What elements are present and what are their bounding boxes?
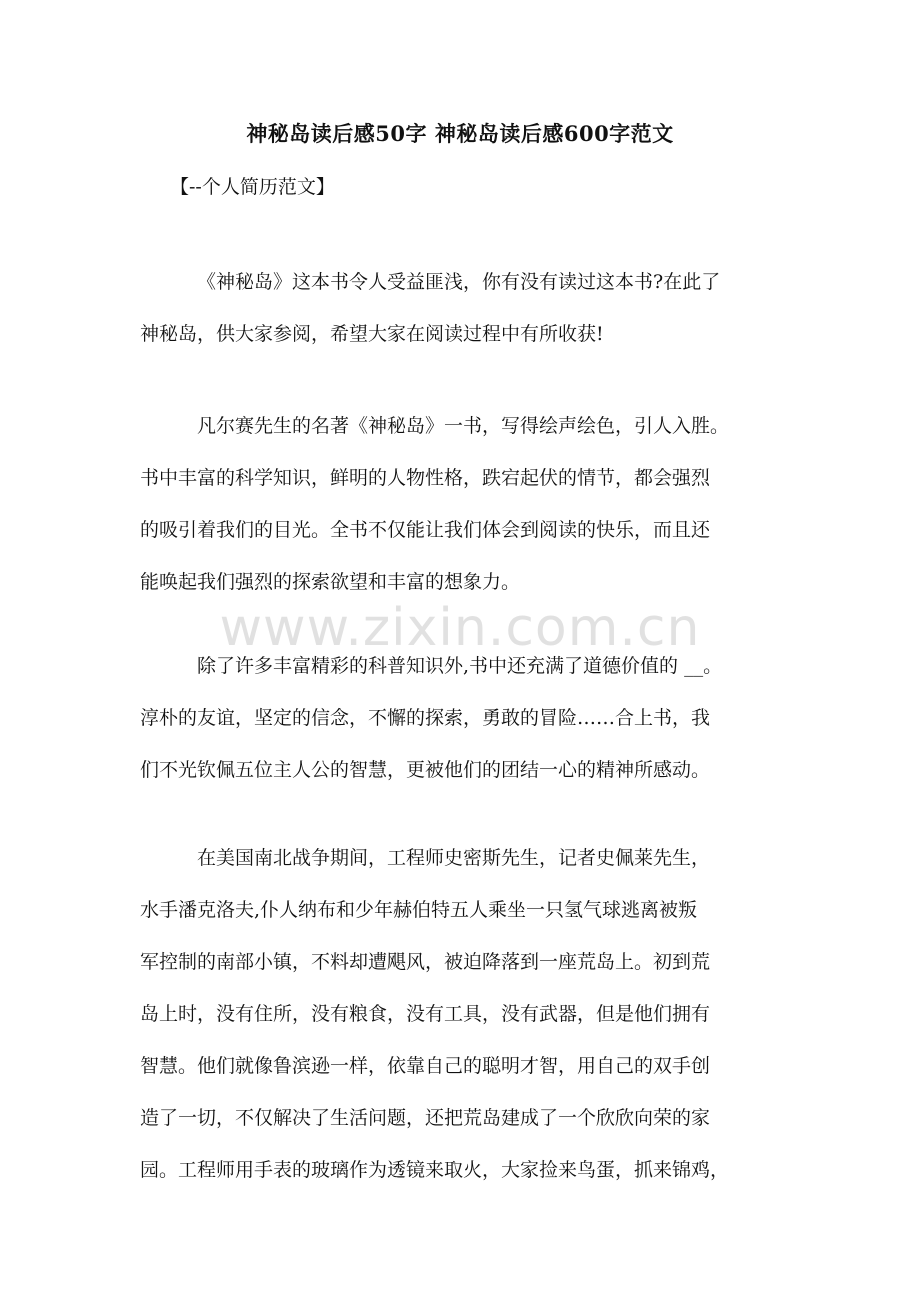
- paragraph-line: 智慧。他们就像鲁滨逊一样，依靠自己的聪明才智，用自己的双手创: [140, 1055, 711, 1077]
- paragraph-line: 能唤起我们强烈的探索欲望和丰富的想象力。: [140, 571, 521, 593]
- paragraph-line: 《神秘岛》这本书令人受益匪浅，你有没有读过这本书?在此了: [197, 271, 721, 293]
- paragraph-1: [140, 256, 790, 360]
- paragraph-4: [140, 832, 790, 1196]
- paragraph-line: 凡尔赛先生的名著《神秘岛》一书，写得绘声绘色，引人入胜。: [197, 415, 730, 437]
- document-subtitle: 【--个人简历范文】: [170, 176, 335, 198]
- paragraph-line: 水手潘克洛夫,仆人纳布和少年赫伯特五人乘坐一只氢气球逃离被叛: [140, 899, 698, 921]
- paragraph-line: 除了许多丰富精彩的科普知识外,书中还充满了道德价值的 __。: [197, 655, 723, 677]
- document-title: 神秘岛读后感50字 神秘岛读后感600字范文: [246, 121, 674, 146]
- paragraph-line: 军控制的南部小镇，不料却遭飓风，被迫降落到一座荒岛上。初到荒: [140, 951, 711, 973]
- paragraph-line: 神秘岛，供大家参阅，希望大家在阅读过程中有所收获!: [140, 323, 604, 345]
- paragraph-line: 淳朴的友谊，坚定的信念，不懈的探索，勇敢的冒险……合上书，我: [140, 707, 711, 729]
- paragraph-line: 造了一切，不仅解决了生活问题，还把荒岛建成了一个欣欣向荣的家: [140, 1107, 711, 1129]
- watermark-text: www.zixin.com.cn: [219, 598, 701, 658]
- paragraph-line: 园。工程师用手表的玻璃作为透镜来取火，大家捡来鸟蛋，抓来锦鸡，: [140, 1159, 730, 1181]
- paragraph-line: 们不光钦佩五位主人公的智慧，更被他们的团结一心的精神所感动。: [140, 759, 711, 781]
- paragraph-line: 在美国南北战争期间，工程师史密斯先生，记者史佩莱先生，: [197, 847, 711, 869]
- paragraph-3: [140, 640, 790, 796]
- paragraph-2: [140, 400, 790, 608]
- paragraph-line: 书中丰富的科学知识，鲜明的人物性格，跌宕起伏的情节，都会强烈: [140, 467, 711, 489]
- paragraph-line: 岛上时，没有住所，没有粮食，没有工具，没有武器，但是他们拥有: [140, 1003, 711, 1025]
- paragraph-line: 的吸引着我们的目光。全书不仅能让我们体会到阅读的快乐，而且还: [140, 519, 711, 541]
